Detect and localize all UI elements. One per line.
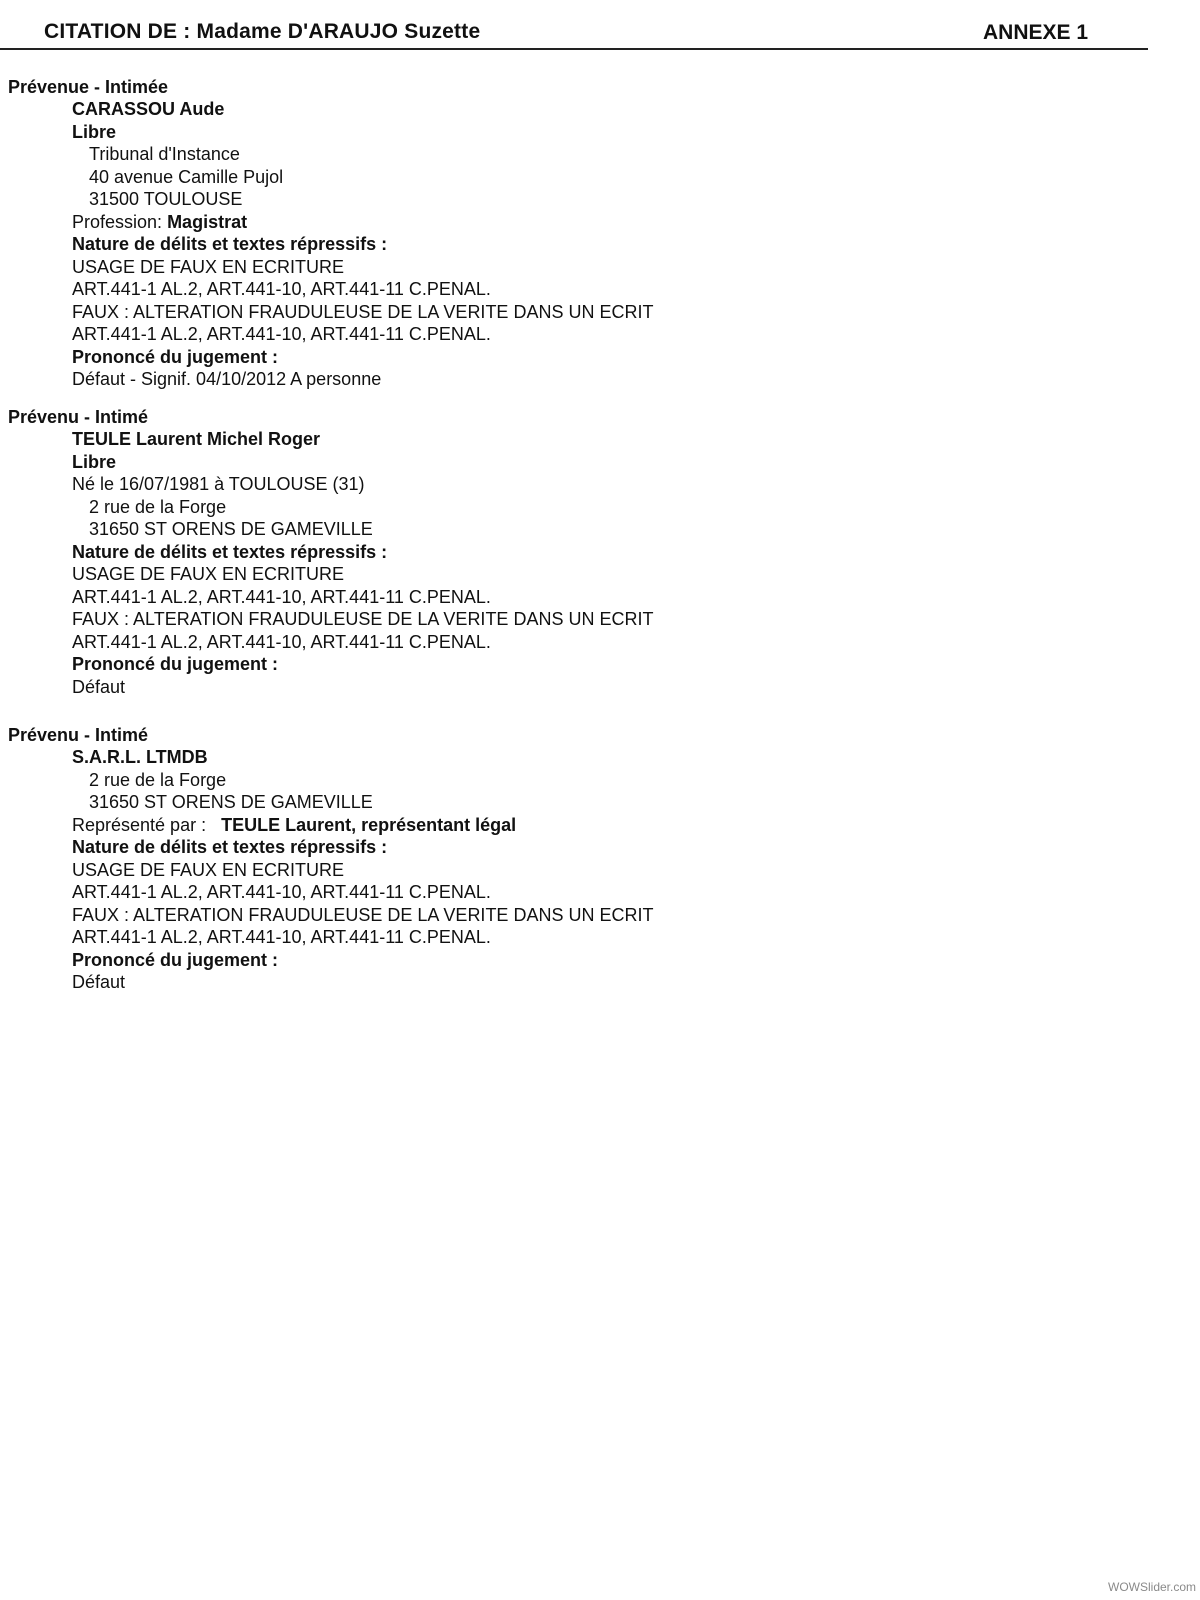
address-line: Tribunal d'Instance <box>89 144 240 164</box>
offence-line: ART.441-1 AL.2, ART.441-10, ART.441-11 C.PENAL. <box>72 279 491 299</box>
party-role: Prévenu - Intimé <box>8 725 149 745</box>
offence-line: FAUX : ALTERATION FRAUDULEUSE DE LA VERITE DANS UN ECRIT <box>72 609 654 629</box>
offence-line: ART.441-1 AL.2, ART.441-10, ART.441-11 C.PENAL. <box>72 631 491 652</box>
birth-info: Né le 16/07/1981 à TOULOUSE (31) <box>72 474 365 494</box>
offences-heading: Nature de délits et textes répressifs : <box>72 837 388 857</box>
judgment-value: Défaut - Signif. 04/10/2012 A personne <box>72 369 382 389</box>
judgment-value: Défaut <box>72 676 126 697</box>
profession-label: Profession: <box>72 211 163 232</box>
profession-row <box>72 211 1108 234</box>
address-line: 31650 ST ORENS DE GAMEVILLE <box>89 792 373 812</box>
custody-status: Libre <box>72 121 117 142</box>
offence-line: ART.441-1 AL.2, ART.441-10, ART.441-11 C.PENAL. <box>72 882 491 902</box>
address-line: 2 rue de la Forge <box>89 496 227 517</box>
offence-line: ART.441-1 AL.2, ART.441-10, ART.441-11 C.PENAL. <box>72 927 491 947</box>
annex-label: ANNEXE 1 <box>983 21 1089 44</box>
representative-value: TEULE Laurent, représentant légal <box>221 814 517 835</box>
profession-value: Magistrat <box>167 211 248 232</box>
defendant-section <box>8 406 1108 698</box>
address-line: 2 rue de la Forge <box>89 769 227 790</box>
party-name: S.A.R.L. LTMDB <box>72 747 208 767</box>
defendant-section <box>8 724 1108 994</box>
address-line: 40 avenue Camille Pujol <box>89 166 284 187</box>
offence-line: ART.441-1 AL.2, ART.441-10, ART.441-11 C.PENAL. <box>72 586 491 607</box>
custody-status: Libre <box>72 451 117 472</box>
offence-line: USAGE DE FAUX EN ECRITURE <box>72 256 345 277</box>
address-line: 31500 TOULOUSE <box>89 189 243 209</box>
offences-heading: Nature de délits et textes répressifs : <box>72 234 388 254</box>
representative-label: Représenté par : <box>72 814 207 835</box>
party-name: CARASSOU Aude <box>72 99 225 119</box>
offences-heading: Nature de délits et textes répressifs : <box>72 541 388 562</box>
document-header <box>0 0 1148 50</box>
address-line: 31650 ST ORENS DE GAMEVILLE <box>89 519 373 539</box>
representative-row <box>72 814 1108 837</box>
defendant-section <box>8 76 1108 391</box>
judgment-value: Défaut <box>72 972 126 992</box>
offence-line: FAUX : ALTERATION FRAUDULEUSE DE LA VERITE DANS UN ECRIT <box>72 301 654 322</box>
judgment-heading: Prononcé du jugement : <box>72 654 279 674</box>
judgment-heading: Prononcé du jugement : <box>72 346 279 367</box>
offence-line: USAGE DE FAUX EN ECRITURE <box>72 859 345 880</box>
document-title: CITATION DE : Madame D'ARAUJO Suzette <box>44 20 481 43</box>
party-role: Prévenu - Intimé <box>8 407 149 427</box>
offence-line: USAGE DE FAUX EN ECRITURE <box>72 564 345 584</box>
watermark-text: WOWSlider.com <box>1108 1580 1197 1594</box>
offence-line: ART.441-1 AL.2, ART.441-10, ART.441-11 C.PENAL. <box>72 324 491 344</box>
judgment-heading: Prononcé du jugement : <box>72 949 279 970</box>
party-name: TEULE Laurent Michel Roger <box>72 429 321 449</box>
party-role: Prévenue - Intimée <box>8 77 169 97</box>
offence-line: FAUX : ALTERATION FRAUDULEUSE DE LA VERITE DANS UN ECRIT <box>72 904 654 925</box>
